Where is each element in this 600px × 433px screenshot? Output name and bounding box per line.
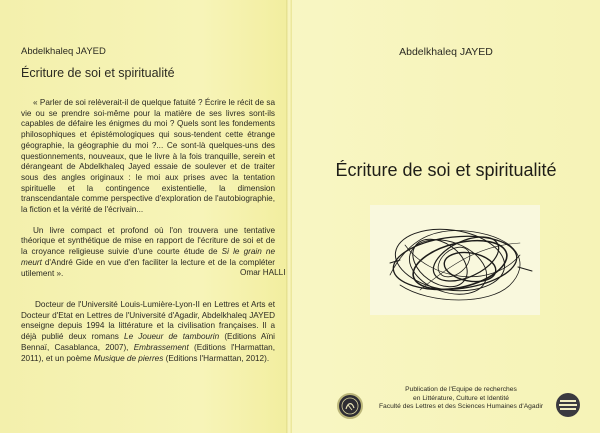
bio-book-2: Embrassement — [133, 342, 189, 352]
bio-text-3: (Editions l'Harmattan, 2011), et un poème — [21, 342, 275, 363]
back-cover-blurb — [21, 98, 275, 279]
blurb-paragraph-2 — [21, 226, 275, 280]
bio-book-3: Musique de pierres — [93, 353, 164, 363]
author-bio — [21, 300, 275, 364]
blurb-p2-text-b: d'André Gide en vue d'en faciliter la lecture et de la compléter utilement ». — [21, 257, 275, 278]
front-cover-title: Écriture de soi et spiritualité — [335, 160, 557, 180]
blurb-p2-book-title: Si le grain ne meurt — [21, 247, 275, 267]
bio-book-1: Le Joueur de tambourin — [124, 332, 220, 342]
bio-text-2: (Editions Aïni Bennaï, Casablanca, 2007), — [21, 332, 275, 352]
university-seal-icon — [337, 393, 363, 419]
bio-text-4: (Editions l'Harmattan, 2012). — [163, 353, 270, 363]
bio-text-1: Docteur de l'Université Louis-Lumière-Lyon-II en Lettres et Arts et Docteur d'Etat en Lettres de l'Université d'Agadir, Abdelkhaleq JAYED enseigne depuis 1994 la littérature et la civilisation françaises. Il a déjà publié deux romans — [21, 300, 275, 342]
blurb-signature: Omar HALLI — [240, 268, 286, 277]
scribble-icon — [370, 205, 540, 315]
front-cover-author: Abdelkhaleq JAYED — [399, 46, 493, 58]
research-team-logo-icon — [555, 392, 581, 418]
blurb-p2-text-a: Un livre compact et profond où l'on trouvera une tentative théorique et synthétique de mise en rapport de l'écriture de soi et de la croyance religieuse suivie d'une courte étude de — [21, 225, 275, 257]
blurb-paragraph-1: « Parler de soi relèverait-il de quelque fatuité ? Écrire le récit de sa vie ou se prendre soi-même pour la matière de ses livres sont-ils capables de défaire les énigmes du moi ? Quels sont les fondements philosophiques et épistémologiques qui sous-tendent cette étrange géographie, la géographie du moi ?... Ce sont-là quelques-uns des questionnements, nouveaux, que le livre à la fois tranquille, serein et dérangeant de Abdelkhaleq Jayed essaie de soulever et de traiter sous des angles originaux : le moi aux prises avec la tentation spirituelle et la contingence existentielle, la dimension transcendantale comme perspective d'exploration de l'autobiographie, la fiction et la vérité de l'écrivain... — [21, 98, 275, 215]
publisher-line-1: Publication de l'Equipe de recherches — [405, 386, 517, 393]
publisher-line-3: Faculté des Lettres et des Sciences Humaines d'Agadir — [378, 403, 544, 411]
ink-scribble-artwork — [370, 205, 540, 315]
publisher-credit — [366, 386, 556, 412]
publisher-line-2: en Littérature, Culture et Identité — [413, 394, 509, 402]
back-cover-author: Abdelkhaleq JAYED — [21, 46, 106, 57]
back-cover — [0, 0, 288, 433]
back-cover-title: Écriture de soi et spiritualité — [21, 66, 175, 80]
